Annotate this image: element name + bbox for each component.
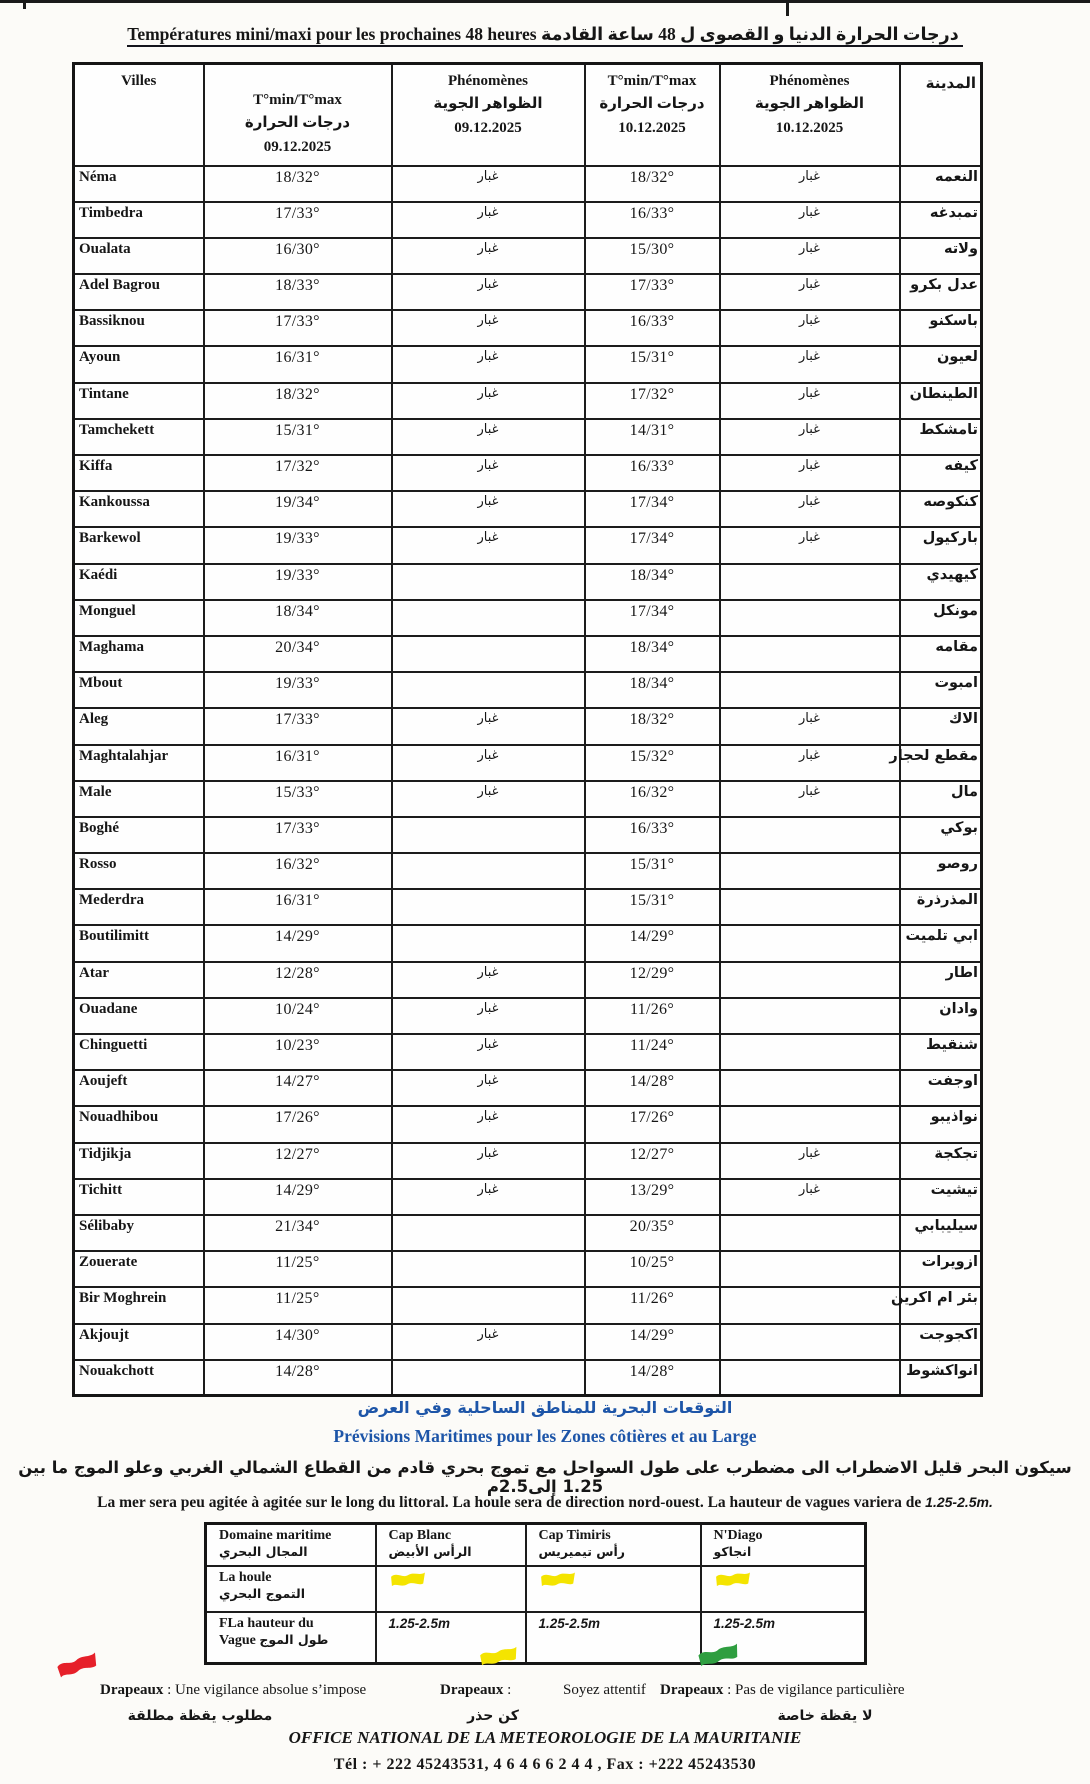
- temp-min-max-day2: 16/33°: [585, 817, 720, 853]
- city-name-fr: Aoujeft: [74, 1070, 204, 1106]
- city-name-fr: Bassiknou: [74, 310, 204, 346]
- yellow-flag-icon: [389, 1570, 427, 1592]
- scan-artifact-top-rule: [0, 0, 1090, 3]
- temperature-table: [72, 62, 983, 1397]
- phenomenon-day1: غبار: [392, 1179, 585, 1215]
- city-name-fr: Barkewol: [74, 527, 204, 563]
- city-name-ar: المذرذرة: [900, 889, 982, 925]
- city-name-fr: Boutilimitt: [74, 925, 204, 961]
- city-row: [74, 166, 982, 202]
- header-city-arabic: المدينة: [900, 64, 982, 166]
- city-name-ar: ولاته: [900, 238, 982, 274]
- phenomenon-day1: غبار: [392, 383, 585, 419]
- phenomenon-day2: غبار: [720, 166, 900, 202]
- phenomenon-day2: [720, 925, 900, 961]
- temp-min-max-day1: 16/31°: [204, 346, 392, 382]
- phenomenon-day1: [392, 672, 585, 708]
- city-name-ar: باركيول: [900, 527, 982, 563]
- maritime-header-domain: Domaine maritime المجال البحري: [206, 1524, 376, 1566]
- page-title-fr: Températures mini/maxi pour les prochaines 48 heures: [127, 24, 537, 44]
- city-row: [74, 636, 982, 672]
- temp-min-max-day2: 12/27°: [585, 1143, 720, 1179]
- city-name-ar: اكجوجت: [900, 1324, 982, 1360]
- temp-min-max-day2: 16/32°: [585, 781, 720, 817]
- red-flag-icon: [54, 1649, 103, 1685]
- phenomenon-day1: [392, 853, 585, 889]
- temp-min-max-day2: 16/33°: [585, 202, 720, 238]
- city-name-ar: كنكوصه: [900, 491, 982, 527]
- city-row: [74, 491, 982, 527]
- city-name-ar: بوكي: [900, 817, 982, 853]
- temp-min-max-day1: 17/33°: [204, 202, 392, 238]
- legend-green-text: Drapeaux : Pas de vigilance particulière: [660, 1682, 905, 1698]
- city-name-ar: مقطع لحجار: [900, 745, 982, 781]
- temp-min-max-day1: 18/34°: [204, 600, 392, 636]
- temp-min-max-day2: 20/35°: [585, 1215, 720, 1251]
- city-name-fr: Mbout: [74, 672, 204, 708]
- temp-min-max-day1: 10/24°: [204, 998, 392, 1034]
- yellow-flag-icon: [714, 1570, 752, 1592]
- city-name-ar: الطينطان: [900, 383, 982, 419]
- city-name-fr: Male: [74, 781, 204, 817]
- phenomenon-day2: [720, 1287, 900, 1323]
- city-row: [74, 1324, 982, 1360]
- temp-min-max-day2: 14/31°: [585, 419, 720, 455]
- phenomenon-day1: [392, 1215, 585, 1251]
- yellow-flag-icon: [477, 1644, 521, 1672]
- temp-min-max-day2: 18/34°: [585, 636, 720, 672]
- legend-yellow-text-ar: كن حذر: [467, 1708, 519, 1724]
- phenomenon-day1: [392, 1287, 585, 1323]
- phenomenon-day1: [392, 925, 585, 961]
- phenomenon-day2: [720, 1360, 900, 1396]
- phenomenon-day2: غبار: [720, 455, 900, 491]
- city-name-fr: Ayoun: [74, 346, 204, 382]
- city-row: [74, 455, 982, 491]
- phenomenon-day2: غبار: [720, 745, 900, 781]
- city-row: [74, 1070, 982, 1106]
- temp-min-max-day1: 16/31°: [204, 745, 392, 781]
- temp-min-max-day1: 17/33°: [204, 817, 392, 853]
- temp-min-max-day1: 14/29°: [204, 1179, 392, 1215]
- city-row: [74, 419, 982, 455]
- phenomenon-day2: غبار: [720, 1179, 900, 1215]
- temp-min-max-day1: 14/29°: [204, 925, 392, 961]
- phenomenon-day1: غبار: [392, 202, 585, 238]
- phenomenon-day1: غبار: [392, 310, 585, 346]
- city-row: [74, 564, 982, 600]
- maritime-table: [204, 1522, 867, 1665]
- city-row: [74, 853, 982, 889]
- temp-min-max-day1: 15/31°: [204, 419, 392, 455]
- phenomenon-day1: غبار: [392, 781, 585, 817]
- legend-red-text: Drapeaux : Une vigilance absolue s’impose: [100, 1682, 367, 1698]
- phenomenon-day2: غبار: [720, 527, 900, 563]
- temp-min-max-day2: 16/33°: [585, 455, 720, 491]
- temp-min-max-day1: 17/32°: [204, 455, 392, 491]
- phenomenon-day2: غبار: [720, 781, 900, 817]
- temp-min-max-day1: 10/23°: [204, 1034, 392, 1070]
- temp-min-max-day2: 17/26°: [585, 1106, 720, 1142]
- phenomenon-day2: غبار: [720, 491, 900, 527]
- header-villes: Villes: [74, 64, 204, 166]
- city-name-fr: Timbedra: [74, 202, 204, 238]
- temp-min-max-day2: 14/29°: [585, 925, 720, 961]
- temp-min-max-day2: 15/31°: [585, 853, 720, 889]
- city-name-ar: تيشيت: [900, 1179, 982, 1215]
- city-row: [74, 310, 982, 346]
- city-name-fr: Néma: [74, 166, 204, 202]
- phenomenon-day1: غبار: [392, 491, 585, 527]
- phenomenon-day2: [720, 853, 900, 889]
- city-name-fr: Boghé: [74, 817, 204, 853]
- temp-min-max-day1: 14/27°: [204, 1070, 392, 1106]
- city-name-ar: ابي تلميت: [900, 925, 982, 961]
- city-row: [74, 202, 982, 238]
- city-row: [74, 781, 982, 817]
- city-name-ar: ازويرات: [900, 1251, 982, 1287]
- city-name-fr: Chinguetti: [74, 1034, 204, 1070]
- city-row: [74, 1143, 982, 1179]
- temp-min-max-day2: 15/31°: [585, 889, 720, 925]
- phenomenon-day1: غبار: [392, 998, 585, 1034]
- temp-min-max-day1: 14/30°: [204, 1324, 392, 1360]
- temp-min-max-day2: 15/30°: [585, 238, 720, 274]
- temp-min-max-day2: 11/26°: [585, 998, 720, 1034]
- city-row: [74, 708, 982, 744]
- city-row: [74, 889, 982, 925]
- page-title: [0, 24, 1090, 45]
- phenomenon-day2: [720, 564, 900, 600]
- city-row: [74, 238, 982, 274]
- city-row: [74, 1034, 982, 1070]
- maritime-header-cap-timiris: Cap Timiris رأس تيميريس: [526, 1524, 701, 1566]
- phenomenon-day1: غبار: [392, 1034, 585, 1070]
- temp-min-max-day1: 17/33°: [204, 310, 392, 346]
- city-name-fr: Monguel: [74, 600, 204, 636]
- phenomenon-day2: [720, 1251, 900, 1287]
- temp-min-max-day1: 18/32°: [204, 383, 392, 419]
- temp-min-max-day1: 18/33°: [204, 274, 392, 310]
- phenomenon-day1: غبار: [392, 745, 585, 781]
- city-name-fr: Aleg: [74, 708, 204, 744]
- phenomenon-day1: [392, 600, 585, 636]
- city-row: [74, 1360, 982, 1396]
- scan-artifact-tick: [786, 0, 789, 16]
- city-name-ar: روصو: [900, 853, 982, 889]
- phenomenon-day2: [720, 600, 900, 636]
- city-name-fr: Kaédi: [74, 564, 204, 600]
- city-name-fr: Maghama: [74, 636, 204, 672]
- phenomenon-day1: [392, 636, 585, 672]
- temp-min-max-day1: 12/28°: [204, 962, 392, 998]
- city-name-ar: مقامه: [900, 636, 982, 672]
- city-name-ar: نواذيبو: [900, 1106, 982, 1142]
- temp-min-max-day1: 11/25°: [204, 1287, 392, 1323]
- wave-height-value: 1.25-2.5m.: [925, 1494, 993, 1510]
- wave-height-label: FLa hauteur du Vague طول الموج: [206, 1612, 376, 1664]
- temperature-table-header-row: [74, 64, 982, 166]
- city-name-fr: Tintane: [74, 383, 204, 419]
- temp-min-max-day2: 16/33°: [585, 310, 720, 346]
- phenomenon-day1: [392, 817, 585, 853]
- city-row: [74, 346, 982, 382]
- city-row: [74, 1179, 982, 1215]
- houle-cap-timiris-cell: [526, 1566, 701, 1612]
- phenomenon-day1: [392, 1360, 585, 1396]
- city-name-ar: اطار: [900, 962, 982, 998]
- phenomenon-day1: غبار: [392, 419, 585, 455]
- city-name-ar: سيليبابي: [900, 1215, 982, 1251]
- city-name-fr: Tichitt: [74, 1179, 204, 1215]
- city-row: [74, 817, 982, 853]
- temp-min-max-day1: 18/32°: [204, 166, 392, 202]
- city-name-ar: بئر ام اكرين: [900, 1287, 982, 1323]
- temp-min-max-day2: 17/34°: [585, 491, 720, 527]
- city-name-fr: Adel Bagrou: [74, 274, 204, 310]
- temp-min-max-day2: 17/33°: [585, 274, 720, 310]
- phenomenon-day1: غبار: [392, 1106, 585, 1142]
- city-name-fr: Mederdra: [74, 889, 204, 925]
- city-name-fr: Nouadhibou: [74, 1106, 204, 1142]
- houle-cap-blanc-cell: [376, 1566, 526, 1612]
- phenomenon-day1: غبار: [392, 1143, 585, 1179]
- city-row: [74, 962, 982, 998]
- temp-min-max-day2: 13/29°: [585, 1179, 720, 1215]
- city-row: [74, 600, 982, 636]
- wave-height-cap-blanc: 1.25-2.5m: [376, 1612, 526, 1664]
- temp-min-max-day1: 19/33°: [204, 527, 392, 563]
- city-name-ar: باسكنو: [900, 310, 982, 346]
- temp-min-max-day1: 17/26°: [204, 1106, 392, 1142]
- phenomenon-day2: [720, 672, 900, 708]
- header-phenomenes-day1: Phénomènes الظواهر الجوية 09.12.2025: [392, 64, 585, 166]
- phenomenon-day2: غبار: [720, 274, 900, 310]
- city-name-ar: كيهيدي: [900, 564, 982, 600]
- phenomenon-day2: غبار: [720, 238, 900, 274]
- temp-min-max-day2: 14/28°: [585, 1360, 720, 1396]
- city-name-fr: Rosso: [74, 853, 204, 889]
- city-name-ar: امبوت: [900, 672, 982, 708]
- phenomenon-day2: غبار: [720, 202, 900, 238]
- phenomenon-day2: [720, 998, 900, 1034]
- phenomenon-day2: [720, 817, 900, 853]
- phenomenon-day2: غبار: [720, 419, 900, 455]
- header-phenomenes-day2: Phénomènes الظواهر الجوية 10.12.2025: [720, 64, 900, 166]
- temp-min-max-day2: 17/34°: [585, 600, 720, 636]
- temp-min-max-day1: 11/25°: [204, 1251, 392, 1287]
- temp-min-max-day2: 10/25°: [585, 1251, 720, 1287]
- houle-ndiago-cell: [701, 1566, 866, 1612]
- temp-min-max-day2: 11/26°: [585, 1287, 720, 1323]
- temp-min-max-day1: 20/34°: [204, 636, 392, 672]
- city-name-ar: تامشكط: [900, 419, 982, 455]
- temp-min-max-day2: 15/32°: [585, 745, 720, 781]
- temp-min-max-day1: 16/32°: [204, 853, 392, 889]
- city-row: [74, 672, 982, 708]
- phenomenon-day2: [720, 1070, 900, 1106]
- maritime-header-ndiago: N'Diago انجاكو: [701, 1524, 866, 1566]
- page-title-ar: درجات الحرارة الدنيا و القصوى ل 48 ساعة القادمة: [540, 24, 959, 44]
- temp-min-max-day1: 17/33°: [204, 708, 392, 744]
- maritime-title-fr: Prévisions Maritimes pour les Zones côtières et au Large: [333, 1426, 757, 1446]
- legend-red-text-ar: مطلوب يقظة مطلقة: [127, 1708, 273, 1724]
- phenomenon-day1: [392, 1251, 585, 1287]
- temp-min-max-day2: 18/34°: [585, 564, 720, 600]
- yellow-flag-icon: [539, 1570, 577, 1592]
- city-row: [74, 1251, 982, 1287]
- phenomenon-day2: [720, 1106, 900, 1142]
- city-row: [74, 1215, 982, 1251]
- scan-artifact-tick: [23, 0, 26, 9]
- city-name-ar: تمبدغه: [900, 202, 982, 238]
- city-name-fr: Kankoussa: [74, 491, 204, 527]
- city-name-ar: كيفه: [900, 455, 982, 491]
- city-name-ar: الاك: [900, 708, 982, 744]
- phenomenon-day2: [720, 889, 900, 925]
- phenomenon-day1: [392, 889, 585, 925]
- city-name-ar: النعمه: [900, 166, 982, 202]
- temp-min-max-day1: 19/33°: [204, 564, 392, 600]
- phenomenon-day2: غبار: [720, 383, 900, 419]
- temp-min-max-day1: 19/33°: [204, 672, 392, 708]
- legend-green-text-ar: لا يقظة خاصة: [777, 1708, 873, 1724]
- city-name-ar: عدل بكرو: [900, 274, 982, 310]
- temp-min-max-day1: 14/28°: [204, 1360, 392, 1396]
- city-row: [74, 383, 982, 419]
- city-name-fr: Oualata: [74, 238, 204, 274]
- city-name-fr: Tamchekett: [74, 419, 204, 455]
- sea-state-text-fr: La mer sera peu agitée à agitée sur le long du littoral. La houle sera de direction nord-ouest. La hauteur de vagues variera de 1.25-2.5m.: [97, 1494, 993, 1511]
- temp-min-max-day2: 14/28°: [585, 1070, 720, 1106]
- city-row: [74, 745, 982, 781]
- phenomenon-day2: [720, 962, 900, 998]
- wave-height-ndiago: 1.25-2.5m: [701, 1612, 866, 1664]
- legend-yellow-label: Drapeaux :: [440, 1682, 512, 1698]
- city-name-fr: Akjoujt: [74, 1324, 204, 1360]
- phenomenon-day1: غبار: [392, 1324, 585, 1360]
- city-row: [74, 527, 982, 563]
- city-name-ar: انواكشوط: [900, 1360, 982, 1396]
- phenomenon-day2: غبار: [720, 1143, 900, 1179]
- phenomenon-day1: غبار: [392, 238, 585, 274]
- city-row: [74, 925, 982, 961]
- temp-min-max-day2: 12/29°: [585, 962, 720, 998]
- phenomenon-day1: غبار: [392, 455, 585, 491]
- temp-min-max-day2: 14/29°: [585, 1324, 720, 1360]
- city-name-fr: Ouadane: [74, 998, 204, 1034]
- city-name-ar: اوجفت: [900, 1070, 982, 1106]
- city-name-fr: Sélibaby: [74, 1215, 204, 1251]
- phenomenon-day1: غبار: [392, 962, 585, 998]
- temp-min-max-day2: 18/32°: [585, 708, 720, 744]
- temp-min-max-day2: 18/32°: [585, 166, 720, 202]
- temp-min-max-day1: 15/33°: [204, 781, 392, 817]
- city-name-fr: Bir Moghrein: [74, 1287, 204, 1323]
- city-name-ar: تجكجة: [900, 1143, 982, 1179]
- houle-label: La houle التموج البحري: [206, 1566, 376, 1612]
- phenomenon-day1: غبار: [392, 708, 585, 744]
- temp-min-max-day1: 16/30°: [204, 238, 392, 274]
- temp-min-max-day1: 21/34°: [204, 1215, 392, 1251]
- city-name-ar: وادان: [900, 998, 982, 1034]
- city-row: [74, 1287, 982, 1323]
- city-name-ar: مال: [900, 781, 982, 817]
- city-row: [74, 1106, 982, 1142]
- maritime-title-ar: التوقعات البحرية للمناطق الساحلية وفي العرض: [357, 1398, 733, 1417]
- legend-yellow-text: Soyez attentif: [563, 1682, 646, 1698]
- city-name-fr: Tidjikja: [74, 1143, 204, 1179]
- header-temp-day1: T°min/T°max درجات الحرارة 09.12.2025: [204, 64, 392, 166]
- city-name-fr: Maghtalahjar: [74, 745, 204, 781]
- flag-legend: [0, 1648, 1090, 1734]
- phenomenon-day1: غبار: [392, 274, 585, 310]
- phenomenon-day2: غبار: [720, 708, 900, 744]
- phenomenon-day2: [720, 1034, 900, 1070]
- city-name-fr: Zouerate: [74, 1251, 204, 1287]
- wave-height-cap-timiris: 1.25-2.5m: [526, 1612, 701, 1664]
- city-name-ar: شنقيط: [900, 1034, 982, 1070]
- office-name: OFFICE NATIONAL DE LA METEOROLOGIE DE LA MAURITANIE: [288, 1728, 802, 1747]
- maritime-header-cap-blanc: Cap Blanc الرأس الأبيض: [376, 1524, 526, 1566]
- city-row: [74, 998, 982, 1034]
- temp-min-max-day1: 16/31°: [204, 889, 392, 925]
- city-name-ar: لعيون: [900, 346, 982, 382]
- phenomenon-day1: [392, 564, 585, 600]
- temp-min-max-day2: 11/24°: [585, 1034, 720, 1070]
- phenomenon-day2: [720, 636, 900, 672]
- temp-min-max-day2: 18/34°: [585, 672, 720, 708]
- houle-row: [206, 1566, 866, 1612]
- phenomenon-day1: غبار: [392, 527, 585, 563]
- maritime-header-row: [206, 1524, 866, 1566]
- phenomenon-day2: غبار: [720, 346, 900, 382]
- phenomenon-day2: [720, 1324, 900, 1360]
- phenomenon-day2: [720, 1215, 900, 1251]
- temp-min-max-day1: 19/34°: [204, 491, 392, 527]
- sea-state-text-ar: سيكون البحر قليل الاضطراب الى مضطرب على طول السواحل مع تموج بحري قادم من القطاع الشمالي الغربي وعلو الموج ما بين 1.25 إلى2.5م: [18, 1458, 1072, 1496]
- city-row: [74, 274, 982, 310]
- phenomenon-day2: غبار: [720, 310, 900, 346]
- temp-min-max-day2: 17/34°: [585, 527, 720, 563]
- city-name-fr: Nouakchott: [74, 1360, 204, 1396]
- temp-min-max-day2: 17/32°: [585, 383, 720, 419]
- city-name-fr: Kiffa: [74, 455, 204, 491]
- city-name-fr: Atar: [74, 962, 204, 998]
- contact-line: Tél : + 222 45243531, 4 6 4 6 6 2 4 4 , Fax : +222 45243530: [333, 1756, 757, 1773]
- phenomenon-day1: غبار: [392, 1070, 585, 1106]
- phenomenon-day1: غبار: [392, 346, 585, 382]
- temp-min-max-day1: 12/27°: [204, 1143, 392, 1179]
- city-name-ar: مونكل: [900, 600, 982, 636]
- temp-min-max-day2: 15/31°: [585, 346, 720, 382]
- header-temp-day2: T°min/T°max درجات الحرارة 10.12.2025: [585, 64, 720, 166]
- phenomenon-day1: غبار: [392, 166, 585, 202]
